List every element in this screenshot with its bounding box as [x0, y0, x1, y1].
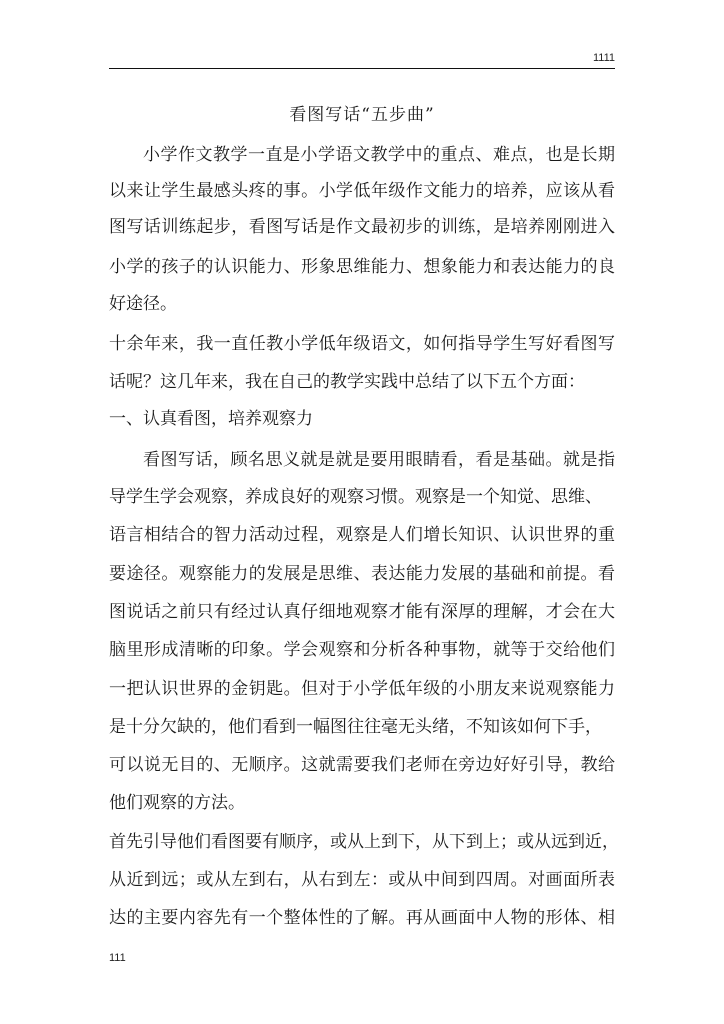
section-heading-1: 一、认真看图，培养观察力	[109, 409, 313, 429]
paragraph-2-line-1: 十余年来，我一直任教小学低年级语文，如何指导学生写好看图写	[109, 334, 615, 354]
paragraph-3-line-1: 看图写话，顾名思义就是就是要用眼睛看，看是基础。就是指	[143, 450, 615, 470]
paragraph-3-line-2: 导学生学会观察，养成良好的观察习惯。观察是一个知觉、思维、	[109, 487, 602, 507]
paragraph-3-line-5: 图说话之前只有经过认真仔细地观察才能有深厚的理解，才会在大	[109, 602, 615, 622]
header-rule	[109, 68, 615, 69]
paragraph-1-line-1: 小学作文教学一直是小学语文教学中的重点、难点，也是长期	[143, 145, 615, 165]
paragraph-3-line-8: 是十分欠缺的，他们看到一幅图往往毫无头绪，不知该如何下手，	[109, 717, 602, 737]
paragraph-1-line-2: 以来让学生最感头疼的事。小学低年级作文能力的培养，应该从看	[109, 181, 615, 201]
paragraph-3-line-3: 语言相结合的智力活动过程，观察是人们增长知识、认识世界的重	[109, 525, 615, 545]
paragraph-4-line-2: 从近到远；或从左到右，从右到左：或从中间到四周。对画面所表	[109, 870, 615, 890]
paragraph-4-line-3: 达的主要内容先有一个整体性的了解。再从画面中人物的形体、相	[109, 908, 615, 928]
paragraph-2-line-2: 话呢？这几年来，我在自己的教学实践中总结了以下五个方面：	[109, 372, 585, 392]
paragraph-3-line-9: 可以说无目的、无顺序。这就需要我们老师在旁边好好引导，教给	[109, 755, 615, 775]
paragraph-1-line-4: 小学的孩子的认识能力、形象思维能力、想象能力和表达能力的良	[109, 257, 615, 277]
paragraph-3-line-4: 要途径。观察能力的发展是思维、表达能力发展的基础和前提。看	[109, 564, 615, 584]
paragraph-3-line-10: 他们观察的方法。	[109, 793, 245, 813]
paragraph-4-line-1: 首先引导他们看图要有顺序，或从上到下，从下到上；或从远到近，	[109, 832, 619, 852]
paragraph-1-line-5: 好途径。	[109, 294, 177, 314]
paragraph-3-line-6: 脑里形成清晰的印象。学会观察和分析各种事物，就等于交给他们	[109, 640, 615, 660]
document-title: 看图写话“五步曲”	[289, 105, 435, 125]
paragraph-3-line-7: 一把认识世界的金钥匙。但对于小学低年级的小朋友来说观察能力	[109, 679, 615, 699]
header-page-number: 1111	[592, 52, 615, 64]
footer-page-number: 111	[109, 952, 126, 964]
paragraph-1-line-3: 图写话训练起步，看图写话是作文最初步的训练，是培养刚刚进入	[109, 217, 615, 237]
